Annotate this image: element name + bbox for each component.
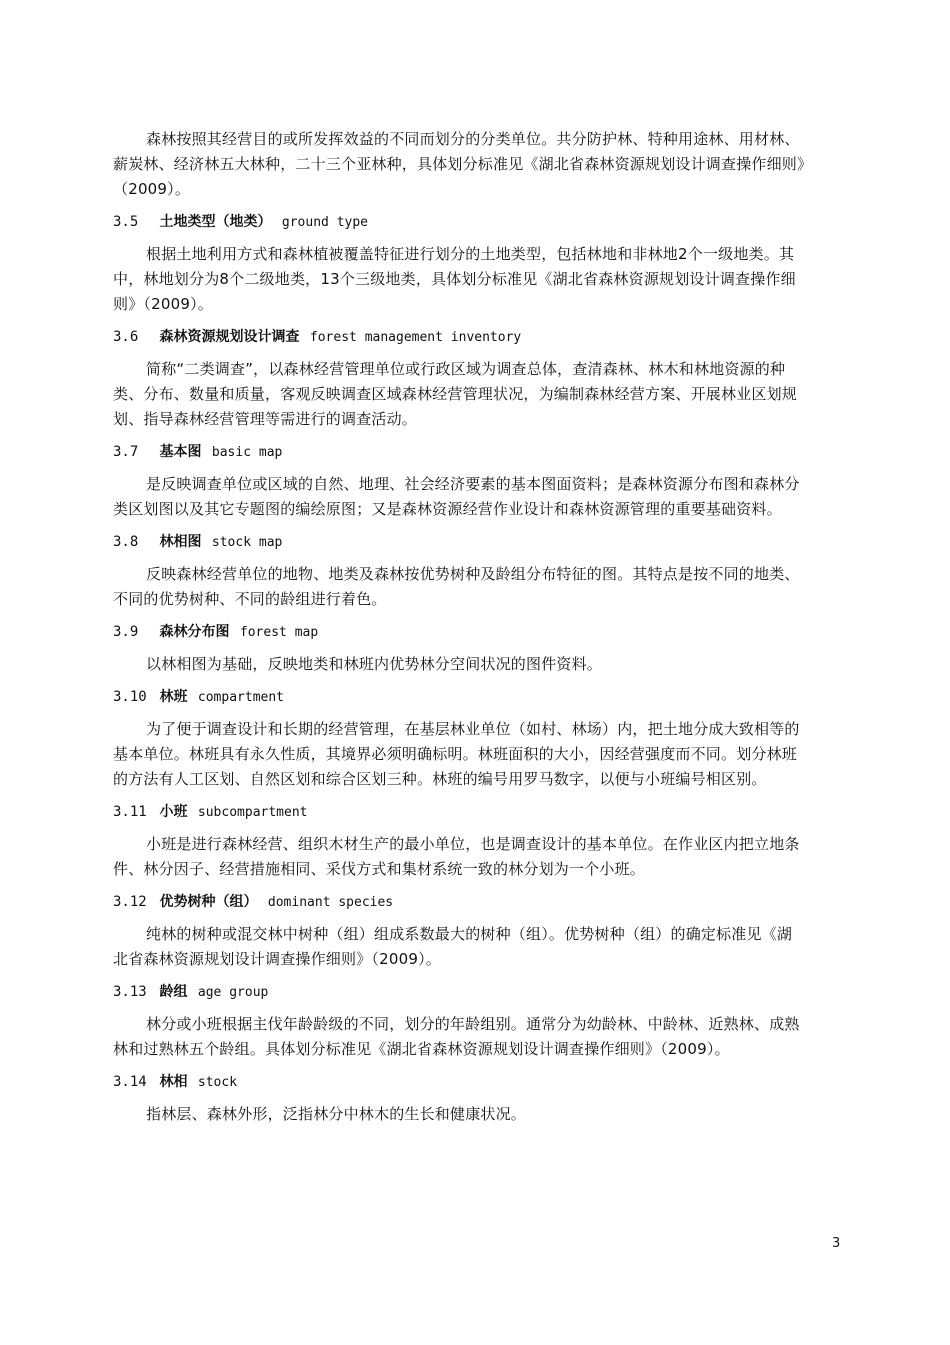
section-title-cn: 优势树种（组） [159, 894, 258, 910]
section-paragraph [113, 562, 860, 612]
section-title-en: stock [197, 1075, 238, 1090]
section-title-en: dominant species [267, 895, 394, 910]
paragraph-line: 纯林的树种或混交林中树种（组）组成系数最大的树种（组）。优势树种（组）的确定标准见《湖 [146, 925, 793, 943]
page-content [113, 127, 860, 1136]
section-number: 3.10 [113, 689, 147, 705]
section-number: 3.13 [113, 984, 147, 1000]
section-paragraph [113, 652, 860, 677]
paragraph-line: 林和过熟林五个龄组。具体划分标准见《湖北省森林资源规划设计调查操作细则》（2009）。 [113, 1040, 730, 1058]
paragraph-line: 基本单位。林班具有永久性质，其境界必须明确标明。林班面积的大小，因经营强度而不同。划分林班 [113, 745, 798, 763]
section-heading [113, 686, 860, 709]
paragraph-line: 根据土地利用方式和森林植被覆盖特征进行划分的土地类型，包括林地和非林地2个一级地类。其 [146, 245, 795, 263]
section-paragraph [113, 1012, 860, 1062]
section-number: 3.6 [113, 329, 139, 345]
paragraph-line: 林分或小班根据主伐年龄龄级的不同，划分的年龄组别。通常分为幼龄林、中龄林、近熟林、成熟 [146, 1015, 800, 1033]
section-paragraph [113, 1102, 860, 1127]
section-heading [113, 981, 860, 1004]
paragraph-line: 的方法有人工区划、自然区划和综合区划三种。林班的编号用罗马数字，以便与小班编号相区别。 [113, 770, 767, 788]
paragraph-line: 简称“二类调查”，以森林经营管理单位或行政区域为调查总体，查清森林、林木和林地资源的种 [146, 360, 786, 378]
section-heading [113, 891, 860, 914]
paragraph-line: 以林相图为基础，反映地类和林班内优势林分空间状况的图件资料。 [146, 655, 603, 673]
section-title-en: compartment [197, 690, 284, 705]
section-title-cn: 土地类型（地类） [159, 214, 272, 230]
section-heading [113, 326, 860, 349]
section-paragraph [113, 472, 860, 522]
section-heading [113, 621, 860, 644]
section-number: 3.9 [113, 624, 139, 640]
paragraph-line: （2009）。 [113, 180, 191, 198]
paragraph-line: 类区划图以及其它专题图的编绘原图；又是森林资源经营作业设计和森林资源管理的重要基础资料。 [113, 500, 782, 518]
paragraph-line: 件、林分因子、经营措施相同、采伐方式和集材系统一致的林分划为一个小班。 [113, 860, 646, 878]
section-heading [113, 211, 860, 234]
section-heading [113, 1071, 860, 1094]
section-title-en: forest management inventory [309, 330, 522, 345]
section-paragraph [113, 357, 860, 432]
paragraph-line: 类、分布、数量和质量，客观反映调查区域森林经营管理状况，为编制森林经营方案、开展林业区划规 [113, 385, 798, 403]
paragraph-line: 为了便于调查设计和长期的经营管理，在基层林业单位（如村、林场）内，把土地分成大致相等的 [146, 720, 800, 738]
section-title-cn: 林相图 [159, 534, 202, 550]
section-paragraph [113, 242, 860, 317]
section-heading [113, 801, 860, 824]
section-title-en: forest map [239, 625, 319, 640]
section-number: 3.11 [113, 804, 147, 820]
paragraph-line: 薪炭林、经济林五大林种，二十三个亚林种，具体划分标准见《湖北省森林资源规划设计调查操作细则》 [113, 155, 813, 173]
section-title-en: stock map [211, 535, 283, 550]
section-title-cn: 林班 [159, 689, 188, 705]
section-title-cn: 林相 [159, 1074, 188, 1090]
intro-paragraph [113, 127, 860, 202]
section-title-cn: 森林资源规划设计调查 [159, 329, 300, 345]
section-title-en: ground type [281, 215, 368, 230]
section-paragraph [113, 832, 860, 882]
paragraph-line: 森林按照其经营目的或所发挥效益的不同而划分的分类单位。共分防护林、特种用途林、用材林、 [146, 130, 800, 148]
section-title-en: age group [197, 985, 269, 1000]
paragraph-line: 中，林地划分为8个二级地类，13个三级地类，具体划分标准见《湖北省森林资源规划设计调查操作细 [113, 270, 796, 288]
section-title-cn: 小班 [159, 804, 188, 820]
section-paragraph [113, 922, 860, 972]
paragraph-line: 北省森林资源规划设计调查操作细则》（2009）。 [113, 950, 441, 968]
section-title-cn: 龄组 [159, 984, 188, 1000]
paragraph-line: 是反映调查单位或区域的自然、地理、社会经济要素的基本图面资料；是森林资源分布图和森林分 [146, 475, 800, 493]
section-title-cn: 基本图 [159, 444, 202, 460]
section-title-en: basic map [211, 445, 283, 460]
section-number: 3.14 [113, 1074, 147, 1090]
page-number: 3 [832, 1236, 841, 1251]
section-title-en: subcompartment [197, 805, 308, 820]
paragraph-line: 划、指导森林经营管理等需进行的调查活动。 [113, 410, 418, 428]
section-number: 3.7 [113, 444, 139, 460]
paragraph-line: 则》（2009）。 [113, 295, 213, 313]
section-number: 3.8 [113, 534, 139, 550]
section-number: 3.12 [113, 894, 147, 910]
paragraph-line: 小班是进行森林经营、组织木材生产的最小单位，也是调查设计的基本单位。在作业区内把立地条 [146, 835, 800, 853]
paragraph-line: 反映森林经营单位的地物、地类及森林按优势树种及龄组分布特征的图。其特点是按不同的地类、 [146, 565, 800, 583]
section-heading [113, 441, 860, 464]
section-paragraph [113, 717, 860, 792]
section-heading [113, 531, 860, 554]
paragraph-line: 不同的优势树种、不同的龄组进行着色。 [113, 590, 387, 608]
paragraph-line: 指林层、森林外形，泛指林分中林木的生长和健康状况。 [146, 1105, 527, 1123]
section-number: 3.5 [113, 214, 139, 230]
section-title-cn: 森林分布图 [159, 624, 230, 640]
